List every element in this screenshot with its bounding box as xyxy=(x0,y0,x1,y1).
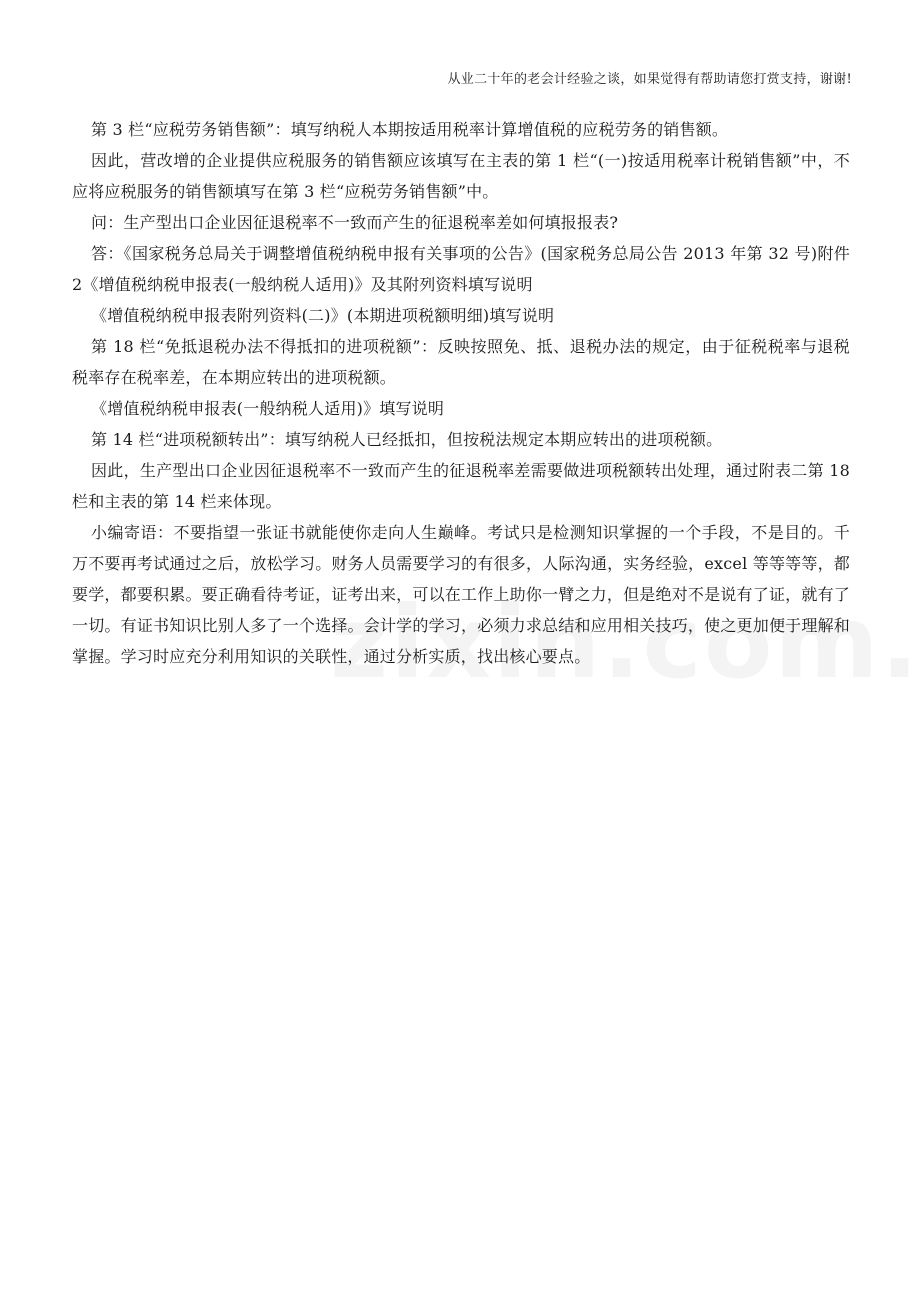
paragraph-editor-note: 小编寄语：不要指望一张证书就能使你走向人生巅峰。考试只是检测知识掌握的一个手段，不是目的。千万不要再考试通过之后，放松学习。财务人员需要学习的有很多，人际沟通，实务经验，excel 等等等等，都要学，都要积累。要正确看待考证，证考出来，可以在工作上助你一臂之力，但是绝对不是说有了证，就有了一切。有证书知识比别人多了一个选择。会计学的学习，必须力求总结和应用相关技巧，使之更加便于理解和掌握。学习时应充分利用知识的关联性，通过分析实质，找出核心要点。 xyxy=(72,523,850,666)
paragraph-column-3-definition: 第 3 栏“应税劳务销售额”：填写纳税人本期按适用税率计算增值税的应税劳务的销售额。 xyxy=(91,120,729,139)
paragraph-column-18-definition: 第 18 栏“免抵退税办法不得抵扣的进项税额”：反映按照免、抵、退税办法的规定，由于征税税率与退税税率存在税率差，在本期应转出的进项税额。 xyxy=(72,337,850,387)
paragraph-answer: 答：《国家税务总局关于调整增值税纳税申报有关事项的公告》(国家税务总局公告 2013 年第 32 号)附件 2《增值税纳税申报表(一般纳税人适用)》及其附列资料填写说明 xyxy=(72,244,850,294)
document-body xyxy=(72,114,850,672)
paragraph-main-form-heading: 《增值税纳税申报表(一般纳税人适用)》填写说明 xyxy=(91,399,445,418)
paragraph-column-14-definition: 第 14 栏“进项税额转出”：填写纳税人已经抵扣，但按税法规定本期应转出的进项税额。 xyxy=(91,430,723,449)
paragraph-question: 问：生产型出口企业因征退税率不一致而产生的征退税率差如何填报报表? xyxy=(91,213,619,232)
paragraph-attachment-2-heading: 《增值税纳税申报表附列资料(二)》(本期进项税额明细)填写说明 xyxy=(91,306,555,325)
paragraph-conclusion-tax-rate-difference: 因此，生产型出口企业因征退税率不一致而产生的征退税率差需要做进项税额转出处理，通过附表二第 18 栏和主表的第 14 栏来体现。 xyxy=(72,461,850,511)
header-note: 从业二十年的老会计经验之谈，如果觉得有帮助请您打赏支持，谢谢! xyxy=(447,72,852,87)
paragraph-conclusion-service-sales: 因此，营改增的企业提供应税服务的销售额应该填写在主表的第 1 栏“(一)按适用税率计税销售额”中，不应将应税服务的销售额填写在第 3 栏“应税劳务销售额”中。 xyxy=(72,151,850,201)
